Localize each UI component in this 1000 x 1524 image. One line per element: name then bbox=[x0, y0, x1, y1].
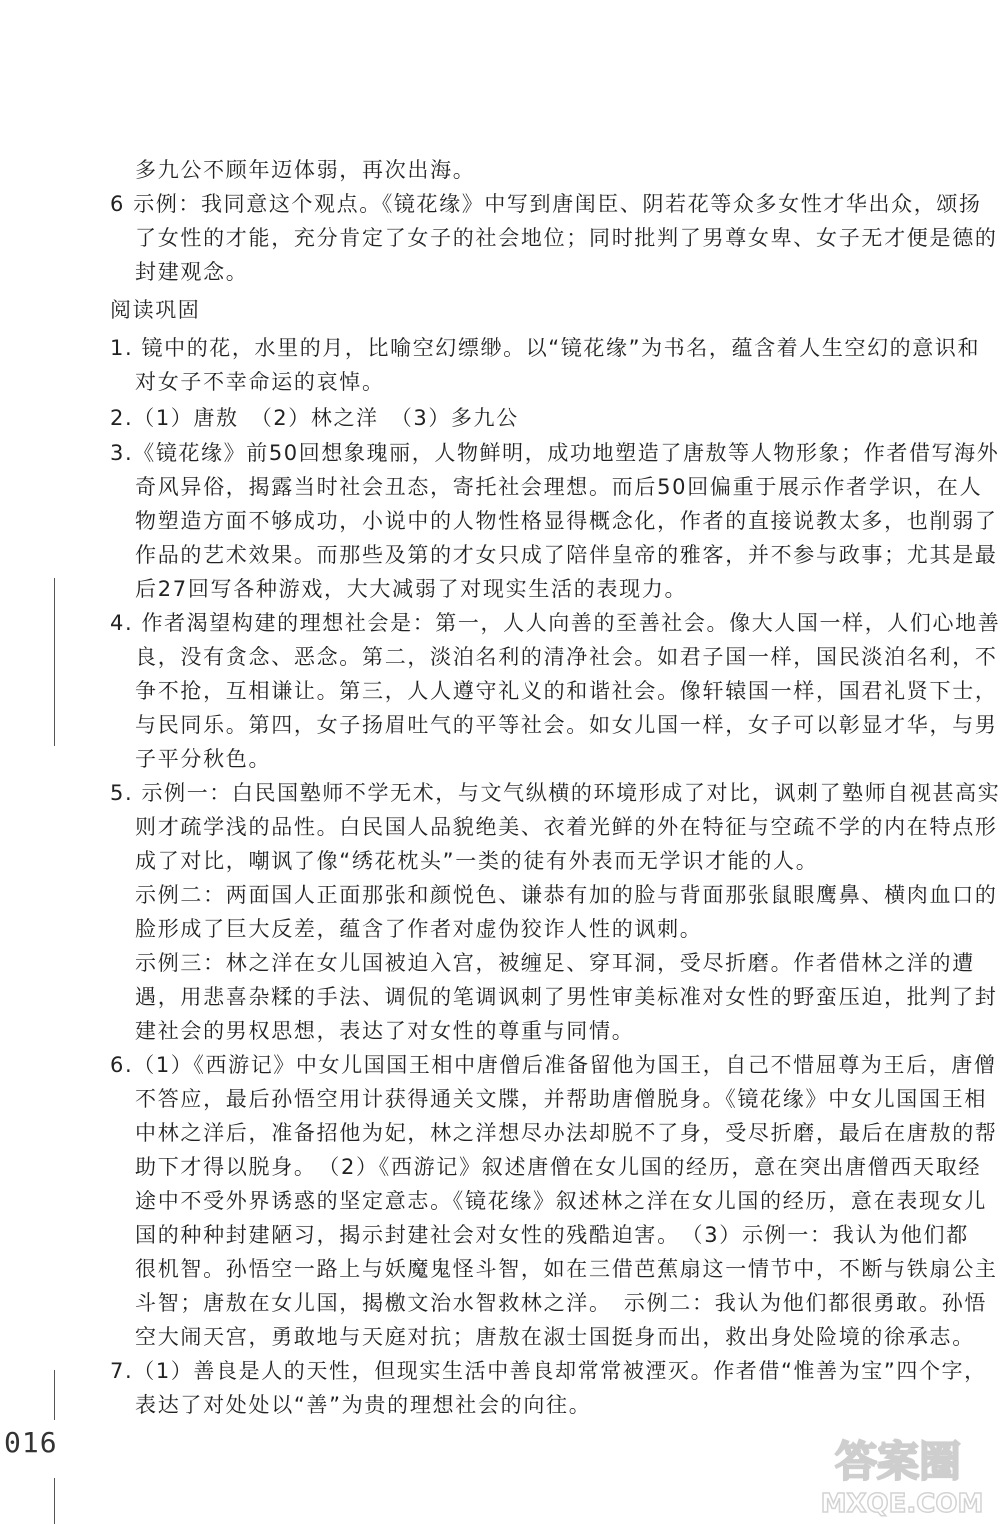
answer-6: 6 示例：我同意这个观点。《镜花缘》中写到唐闺臣、阴若花等众多女性才华出众，颂扬 bbox=[110, 192, 982, 216]
margin-line bbox=[54, 578, 55, 746]
text-line: 斗智；唐敖在女儿国，揭檄文治水智救林之洋。 示例二：我认为他们都很勇敢。孙悟 bbox=[135, 1291, 988, 1315]
text-line: 助下才得以脱身。 （2）《西游记》叙述唐僧在女儿国的经历，意在突出唐僧西天取经 bbox=[135, 1155, 982, 1179]
margin-line bbox=[54, 1478, 55, 1524]
text-line: 空大闹天宫，勇敢地与天庭对抗；唐敖在淑士国挺身而出，救出身处险境的徐承志。 bbox=[135, 1325, 975, 1349]
text-line: 后27回写各种游戏，大大减弱了对现实生活的表现力。 bbox=[135, 577, 688, 601]
text-line: 了女性的才能，充分肯定了女子的社会地位；同时批判了男尊女卑、女子无才便是德的 bbox=[135, 226, 998, 250]
svg-text:答案圈: 答案圈 bbox=[834, 1437, 962, 1486]
margin-line bbox=[54, 1370, 55, 1420]
answer-3: 3.《镜花缘》前50回想象瑰丽，人物鲜明，成功地塑造了唐敖等人物形象；作者借写海外 bbox=[110, 441, 1000, 465]
text-line: 国的种种封建陋习，揭示封建社会对女性的残酷迫害。 （3）示例一：我认为他们都 bbox=[135, 1223, 969, 1247]
text-line: 则才疏学浅的品性。白民国人品貌绝美、衣着光鲜的外在特征与空疏不学的内在特点形 bbox=[135, 815, 998, 839]
text-line: 建社会的男权思想，表达了对女性的尊重与同情。 bbox=[135, 1019, 635, 1043]
answer-1: 1. 镜中的花，水里的月，比喻空幻缥缈。以“镜花缘”为书名，蕴含着人生空幻的意识和 bbox=[110, 336, 981, 360]
answer-5: 5. 示例一：白民国塾师不学无术，与文气纵横的环境形成了对比，讽刺了塾师自视甚高实 bbox=[110, 781, 1000, 805]
text-line: 不答应，最后孙悟空用计获得通关文牒，并帮助唐僧脱身。《镜花缘》中女儿国国王相 bbox=[135, 1087, 988, 1111]
text-line: 很机智。孙悟空一路上与妖魔鬼怪斗智，如在三借芭蕉扇这一情节中，不断与铁扇公主 bbox=[135, 1257, 998, 1281]
text-line: 争不抢，互相谦让。第三，人人遵守礼义的和谐社会。像轩辕国一样，国君礼贤下士， bbox=[135, 679, 998, 703]
text-line: 良，没有贪念、恶念。第二，淡泊名利的清净社会。如君子国一样，国民淡泊名利，不 bbox=[135, 645, 998, 669]
svg-text:MXQE.COM: MXQE.COM bbox=[820, 1489, 984, 1518]
text-line: 子平分秋色。 bbox=[135, 747, 272, 771]
text-line: 遇，用悲喜杂糅的手法、调侃的笔调讽刺了男性审美标准对女性的野蛮压迫，批判了封 bbox=[135, 985, 998, 1009]
answer-6-reading: 6.（1）《西游记》中女儿国国王相中唐僧后准备留他为国王，自己不惜屈尊为王后，唐僧 bbox=[110, 1053, 997, 1077]
watermark-logo bbox=[810, 1432, 985, 1518]
text-line: 成了对比，嘲讽了像“绣花枕头”一类的徒有外表而无学识才能的人。 bbox=[135, 849, 819, 873]
text-line: 封建观念。 bbox=[135, 260, 249, 284]
text-line: 表达了对处处以“善”为贵的理想社会的向往。 bbox=[135, 1393, 592, 1417]
text-line: 奇风异俗，揭露当时社会丑态，寄托社会理想。而后50回偏重于展示作者学识，在人 bbox=[135, 475, 983, 499]
text-line: 示例三：林之洋在女儿国被迫入宫，被缠足、穿耳洞，受尽折磨。作者借林之洋的遭 bbox=[135, 951, 975, 975]
text-line: 脸形成了巨大反差，蕴含了作者对虚伪狡诈人性的讽刺。 bbox=[135, 917, 703, 941]
answer-7: 7.（1）善良是人的天性，但现实生活中善良却常常被湮灭。作者借“惟善为宝”四个字， bbox=[110, 1359, 987, 1383]
text-line: 中林之洋后，准备招他为妃，林之洋想尽办法却脱不了身，受尽折磨，最后在唐敖的帮 bbox=[135, 1121, 998, 1145]
text-line: 示例二：两面国人正面那张和颜悦色、谦恭有加的脸与背面那张鼠眼鹰鼻、横肉血口的 bbox=[135, 883, 998, 907]
page-number: 016 bbox=[4, 1426, 58, 1459]
text-line: 对女子不幸命运的哀悼。 bbox=[135, 370, 385, 394]
text-line: 与民同乐。第四，女子扬眉吐气的平等社会。如女儿国一样，女子可以彰显才华，与男 bbox=[135, 713, 998, 737]
answer-4: 4. 作者渴望构建的理想社会是：第一，人人向善的至善社会。像大人国一样，人们心地善 bbox=[110, 611, 1000, 635]
text-line: 物塑造方面不够成功，小说中的人物性格显得概念化，作者的直接说教太多，也削弱了 bbox=[135, 509, 998, 533]
text-line: 作品的艺术效果。而那些及第的才女只成了陪伴皇帝的雅客，并不参与政事；尤其是最 bbox=[135, 543, 998, 567]
answer-2: 2.（1）唐敖 （2）林之洋 （3）多九公 bbox=[110, 406, 519, 430]
text-line: 多九公不顾年迈体弱，再次出海。 bbox=[135, 158, 476, 182]
text-line: 途中不受外界诱惑的坚定意志。《镜花缘》叙述林之洋在女儿国的经历，意在表现女儿 bbox=[135, 1189, 988, 1213]
section-heading: 阅读巩固 bbox=[110, 298, 201, 322]
